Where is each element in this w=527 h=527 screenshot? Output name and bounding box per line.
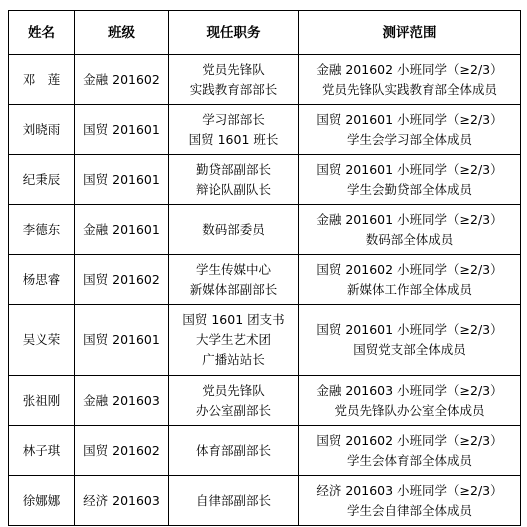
scope-line: 党员先锋队实践教育部全体成员: [321, 81, 497, 97]
cell-duty: [169, 255, 299, 305]
header-name: 姓名: [9, 11, 75, 55]
scope-line: 国贸 201601 小班同学（≥2/3）: [316, 111, 503, 127]
table-row: [9, 376, 521, 426]
duty-line: 大学生艺术团: [195, 332, 271, 347]
cell-scope: [299, 305, 521, 376]
scope-line: 国贸 201602 小班同学（≥2/3）: [316, 432, 503, 448]
cell-name: 徐娜娜: [9, 476, 75, 526]
cell-scope: [299, 376, 521, 426]
duty-line: 实践教育部部长: [189, 81, 278, 97]
cell-name: 纪秉辰: [9, 155, 75, 205]
scope-line: 国贸 201601 小班同学（≥2/3）: [316, 161, 503, 177]
header-class: 班级: [75, 11, 169, 55]
scope-line: 学生会体育部全体成员: [346, 452, 472, 468]
cell-class: 经济 201603: [75, 476, 169, 526]
cell-name: 林子琪: [9, 426, 75, 476]
duty-line: 国贸 1601 班长: [188, 131, 279, 147]
cell-name: 刘晓雨: [9, 105, 75, 155]
scope-line: 金融 201602 小班同学（≥2/3）: [316, 61, 503, 77]
duty-line: 学生传媒中心: [195, 261, 271, 277]
duty-line: 勤贷部副部长: [195, 161, 271, 177]
scope-line: 金融 201601 小班同学（≥2/3）: [316, 211, 503, 227]
duty-line: 新媒体部副部长: [189, 281, 278, 297]
cell-class: 国贸 201601: [75, 105, 169, 155]
cell-class: 国贸 201602: [75, 255, 169, 305]
cell-name: 邓 莲: [9, 55, 75, 105]
scope-line: 经济 201603 小班同学（≥2/3）: [316, 482, 503, 498]
cell-class: 金融 201601: [75, 205, 169, 255]
cell-name: 杨思睿: [9, 255, 75, 305]
cell-scope: [299, 55, 521, 105]
cell-duty: [169, 376, 299, 426]
header-row: [9, 11, 521, 55]
cell-scope: [299, 155, 521, 205]
cell-duty: [169, 305, 299, 376]
duty-line: 体育部副部长: [195, 442, 271, 458]
duty-line: 自律部副部长: [195, 492, 271, 508]
cell-name: 吴义荣: [9, 305, 75, 376]
scope-line: 学生会勤贷部全体成员: [346, 181, 472, 197]
table-row: [9, 255, 521, 305]
cell-duty: [169, 205, 299, 255]
duty-line: 学习部部长: [202, 111, 265, 127]
scope-line: 国贸 201602 小班同学（≥2/3）: [316, 261, 503, 277]
cell-class: 金融 201602: [75, 55, 169, 105]
header-scope: 测评范围: [299, 11, 521, 55]
duty-line: 数码部委员: [202, 221, 265, 237]
cell-scope: [299, 426, 521, 476]
table-row: [9, 205, 521, 255]
cell-class: 国贸 201602: [75, 426, 169, 476]
cell-duty: [169, 155, 299, 205]
cell-name: 李德东: [9, 205, 75, 255]
table-row: [9, 105, 521, 155]
cell-class: 金融 201603: [75, 376, 169, 426]
cell-scope: [299, 255, 521, 305]
scope-line: 党员先锋队办公室全体成员: [334, 402, 485, 418]
evaluation-table: [8, 10, 521, 526]
duty-line: 广播站站长: [202, 352, 265, 367]
cell-scope: [299, 205, 521, 255]
cell-class: 国贸 201601: [75, 155, 169, 205]
scope-line: 国贸党支部全体成员: [353, 342, 466, 357]
table-body: [9, 55, 521, 526]
scope-line: 国贸 201601 小班同学（≥2/3）: [316, 322, 503, 337]
table-header: [9, 11, 521, 55]
duty-line: 党员先锋队: [202, 382, 265, 398]
scope-line: 新媒体工作部全体成员: [346, 281, 472, 297]
cell-duty: [169, 105, 299, 155]
cell-name: 张祖刚: [9, 376, 75, 426]
cell-scope: [299, 476, 521, 526]
table-row: [9, 305, 521, 376]
header-duty: 现任职务: [169, 11, 299, 55]
table-row: [9, 426, 521, 476]
table-row: [9, 55, 521, 105]
cell-duty: [169, 426, 299, 476]
duty-line: 党员先锋队: [202, 61, 265, 77]
scope-line: 学生会学习部全体成员: [346, 131, 472, 147]
duty-line: 辩论队副队长: [195, 181, 271, 197]
duty-line: 国贸 1601 团支书: [182, 312, 285, 327]
cell-scope: [299, 105, 521, 155]
table-row: [9, 155, 521, 205]
scope-line: 金融 201603 小班同学（≥2/3）: [316, 382, 503, 398]
table-row: [9, 476, 521, 526]
cell-duty: [169, 476, 299, 526]
scope-line: 数码部全体成员: [365, 231, 454, 247]
cell-class: 国贸 201601: [75, 305, 169, 376]
cell-duty: [169, 55, 299, 105]
duty-line: 办公室副部长: [195, 402, 271, 418]
scope-line: 学生会自律部全体成员: [346, 502, 472, 518]
